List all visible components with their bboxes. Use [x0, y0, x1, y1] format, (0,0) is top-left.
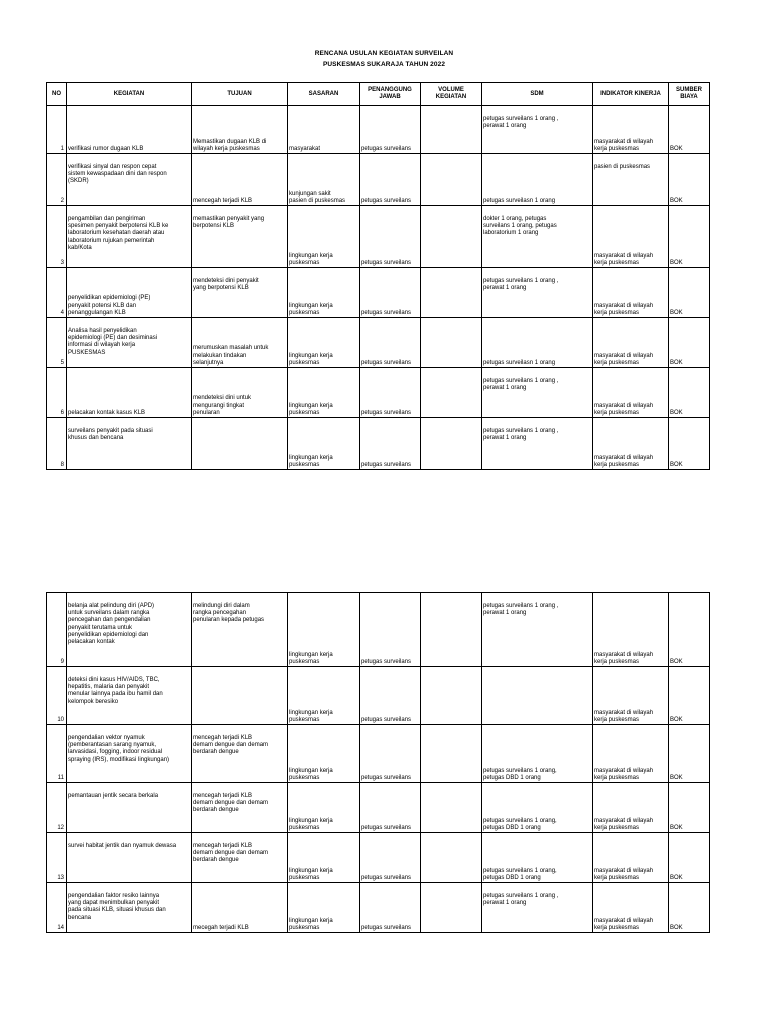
kegiatan-cell: penyelidikan epidemiologi (PE) penyakit potensi KLB dan penanggulangan KLB	[67, 268, 192, 318]
sasaran-cell: lingkungan kerja puskesmas	[288, 268, 360, 318]
sumber-biaya-cell: BOK	[669, 206, 710, 268]
sasaran-cell: masyarakat	[288, 106, 360, 154]
header-row	[47, 83, 710, 106]
table-row	[47, 318, 710, 368]
sumber-biaya-cell: BOK	[669, 725, 710, 783]
table-row	[47, 725, 710, 783]
volume-cell	[421, 318, 482, 368]
row-number: 9	[47, 593, 67, 667]
sdm-cell	[482, 667, 593, 725]
volume-cell	[421, 154, 482, 206]
header-volume-kegiatan: VOLUME KEGIATAN	[421, 83, 482, 106]
table-row	[47, 783, 710, 833]
row-number: 6	[47, 368, 67, 418]
row-number: 11	[47, 725, 67, 783]
penanggung-jawab-cell: petugas surveilans	[360, 667, 421, 725]
row-number: 1	[47, 106, 67, 154]
sumber-biaya-cell: BOK	[669, 368, 710, 418]
indikator-cell: masyarakat di wilayah kerja puskesmas	[593, 833, 669, 883]
sumber-biaya-cell: BOK	[669, 154, 710, 206]
header-penanggung-jawab: PENANGGUNG JAWAB	[360, 83, 421, 106]
indikator-cell: masyarakat di wilayah kerja puskesmas	[593, 667, 669, 725]
penanggung-jawab-cell: petugas surveilans	[360, 783, 421, 833]
header-kegiatan: KEGIATAN	[67, 83, 192, 106]
tujuan-cell	[192, 418, 288, 470]
indikator-cell: masyarakat di wilayah kerja puskesmas	[593, 418, 669, 470]
kegiatan-cell: pengendalian vektor nyamuk (pemberantasan sarang nyamuk, larvasidasi, fogging, indoor residual spraying (IRS), modifikasi lingkungan)	[67, 725, 192, 783]
table-row	[47, 667, 710, 725]
document-subtitle: PUSKESMAS SUKARAJA TAHUN 2022	[322, 61, 446, 68]
penanggung-jawab-cell: petugas surveilans	[360, 318, 421, 368]
sumber-biaya-cell: BOK	[669, 106, 710, 154]
sdm-cell: petugas surveilasn 1 orang	[482, 318, 593, 368]
table-row	[47, 883, 710, 933]
row-number: 12	[47, 783, 67, 833]
row-number: 8	[47, 418, 67, 470]
sumber-biaya-cell: BOK	[669, 883, 710, 933]
sasaran-cell: lingkungan kerja puskesmas	[288, 593, 360, 667]
sdm-cell: petugas surveilans 1 orang , perawat 1 orang	[482, 883, 593, 933]
volume-cell	[421, 206, 482, 268]
header-tujuan: TUJUAN	[192, 83, 288, 106]
sdm-cell: petugas surveilans 1 orang , perawat 1 orang	[482, 593, 593, 667]
kegiatan-cell: verifikasi rumor dugaan KLB	[67, 106, 192, 154]
sumber-biaya-cell: BOK	[669, 418, 710, 470]
row-number: 10	[47, 667, 67, 725]
penanggung-jawab-cell: petugas surveilans	[360, 883, 421, 933]
table-row	[47, 206, 710, 268]
sasaran-cell: lingkungan kerja puskesmas	[288, 206, 360, 268]
table-row	[47, 418, 710, 470]
volume-cell	[421, 106, 482, 154]
row-number: 14	[47, 883, 67, 933]
volume-cell	[421, 725, 482, 783]
row-number: 4	[47, 268, 67, 318]
activity-table-2	[46, 592, 710, 933]
indikator-cell: pasien di puskesmas	[593, 154, 669, 206]
volume-cell	[421, 667, 482, 725]
sumber-biaya-cell: BOK	[669, 268, 710, 318]
tujuan-cell: merumuskan masalah untuk melakukan tindakan selanjutnya	[192, 318, 288, 368]
penanggung-jawab-cell: petugas surveilans	[360, 106, 421, 154]
header-indikator-kinerja: INDIKATOR KINERJA	[593, 83, 669, 106]
tujuan-cell: mendeteksi dini untuk mengurangi tingkat penularan	[192, 368, 288, 418]
penanggung-jawab-cell: petugas surveilans	[360, 418, 421, 470]
sumber-biaya-cell: BOK	[669, 833, 710, 883]
volume-cell	[421, 883, 482, 933]
table-row	[47, 833, 710, 883]
indikator-cell: masyarakat di wilayah kerja puskesmas	[593, 106, 669, 154]
sasaran-cell: lingkungan kerja puskesmas	[288, 783, 360, 833]
sasaran-cell: lingkungan kerja puskesmas	[288, 368, 360, 418]
sasaran-cell: lingkungan kerja puskesmas	[288, 883, 360, 933]
row-number: 5	[47, 318, 67, 368]
sdm-cell: petugas surveilans 1 orang , perawat 1 orang	[482, 368, 593, 418]
indikator-cell: masyarakat di wilayah kerja puskesmas	[593, 318, 669, 368]
penanggung-jawab-cell: petugas surveilans	[360, 593, 421, 667]
indikator-cell: masyarakat di wilayah kerja puskesmas	[593, 725, 669, 783]
volume-cell	[421, 268, 482, 318]
volume-cell	[421, 593, 482, 667]
sasaran-cell: lingkungan kerja puskesmas	[288, 725, 360, 783]
tujuan-cell: Memastikan dugaan KLB di wilayah kerja puskesmas	[192, 106, 288, 154]
sdm-cell: dokter 1 orang, petugas surveilans 1 orang, petugas laboratorium 1 orang	[482, 206, 593, 268]
penanggung-jawab-cell: petugas surveilans	[360, 833, 421, 883]
sumber-biaya-cell: BOK	[669, 667, 710, 725]
sasaran-cell: lingkungan kerja puskesmas	[288, 667, 360, 725]
penanggung-jawab-cell: petugas surveilans	[360, 725, 421, 783]
activity-table-1	[46, 82, 710, 470]
penanggung-jawab-cell: petugas surveilans	[360, 206, 421, 268]
tujuan-cell: mencegah terjadi KLB demam dengue dan demam berdarah dengue	[192, 833, 288, 883]
tujuan-cell: mencegah terjadi KLB demam dengue dan demam berdarah dengue	[192, 725, 288, 783]
header-no: NO	[47, 83, 67, 106]
kegiatan-cell: verifikasi sinyal dan respon cepat sistem kewaspadaan dini dan respon (SKDR)	[67, 154, 192, 206]
indikator-cell: masyarakat di wilayah kerja puskesmas	[593, 883, 669, 933]
sdm-cell: petugas surveilans 1 orang, petugas DBD 1 orang	[482, 833, 593, 883]
tujuan-cell: melindungi diri dalam rangka pencegahan penularan kepada petugas	[192, 593, 288, 667]
indikator-cell: masyarakat di wilayah kerja puskesmas	[593, 268, 669, 318]
kegiatan-cell: belanja alat pelindung diri (APD) untuk surveilans dalam rangka pencegahan dan pengendalian penyakit terutama untuk penyelidikan epidemiologi dan pelacakan kontak	[67, 593, 192, 667]
volume-cell	[421, 783, 482, 833]
sasaran-cell: kunjungan sakit pasien di puskesmas	[288, 154, 360, 206]
header-sasaran: SASARAN	[288, 83, 360, 106]
kegiatan-cell: pengendalian faktor resiko lainnya yang dapat menimbulkan penyakit pada situasi KLB, situasi khusus dan bencana	[67, 883, 192, 933]
row-number: 13	[47, 833, 67, 883]
tujuan-cell: mendeteksi dini penyakit yang berpotensi KLB	[192, 268, 288, 318]
sdm-cell: petugas surveilans 1 orang , perawat 1 orang	[482, 106, 593, 154]
sdm-cell: petugas surveilasn 1 orang	[482, 154, 593, 206]
penanggung-jawab-cell: petugas surveilans	[360, 154, 421, 206]
table-row	[47, 106, 710, 154]
row-number: 2	[47, 154, 67, 206]
kegiatan-cell: pemantauan jentik secara berkala	[67, 783, 192, 833]
sasaran-cell: lingkungan kerja puskesmas	[288, 833, 360, 883]
kegiatan-cell: survei habitat jentik dan nyamuk dewasa	[67, 833, 192, 883]
sdm-cell: petugas surveilans 1 orang, petugas DBD 1 orang	[482, 725, 593, 783]
sumber-biaya-cell: BOK	[669, 593, 710, 667]
tujuan-cell: mencegah terjadi KLB demam dengue dan demam berdarah dengue	[192, 783, 288, 833]
header-sdm: SDM	[482, 83, 593, 106]
volume-cell	[421, 368, 482, 418]
kegiatan-cell: Analisa hasil penyelidikan epidemiologi (PE) dan desiminasi informasi di wilayah kerja PUSKESMAS	[67, 318, 192, 368]
tujuan-cell: mecegah terjadi KLB	[192, 883, 288, 933]
sdm-cell: petugas surveilans 1 orang, petugas DBD 1 orang	[482, 783, 593, 833]
sdm-cell: petugas surveilans 1 orang , perawat 1 orang	[482, 418, 593, 470]
table-row	[47, 154, 710, 206]
kegiatan-cell: deteksi dini kasus HIV/AIDS, TBC, hepatitis, malaria dan penyakit menular lainnya pada ibu hamil dan kelompok beresiko	[67, 667, 192, 725]
volume-cell	[421, 418, 482, 470]
header-sumber-biaya: SUMBER BIAYA	[669, 83, 710, 106]
sumber-biaya-cell: BOK	[669, 318, 710, 368]
penanggung-jawab-cell: petugas surveilans	[360, 368, 421, 418]
tujuan-cell: mencegah terjadi KLB	[192, 154, 288, 206]
table-row	[47, 593, 710, 667]
table-row	[47, 368, 710, 418]
indikator-cell: masyarakat di wilayah kerja puskesmas	[593, 368, 669, 418]
tujuan-cell	[192, 667, 288, 725]
tujuan-cell: memastikan penyakit yang berpotensi KLB	[192, 206, 288, 268]
indikator-cell: masyarakat di wilayah kerja puskesmas	[593, 593, 669, 667]
kegiatan-cell: pengambilan dan pengiriman spesimen penyakit berpotensi KLB ke laboratorium kesehatan daerah atau laboratorium rujukan pemerintah kab/Kota	[67, 206, 192, 268]
sumber-biaya-cell: BOK	[669, 783, 710, 833]
volume-cell	[421, 833, 482, 883]
kegiatan-cell: surveilans penyakit pada situasi khusus dan bencana	[67, 418, 192, 470]
indikator-cell: masyarakat di wilayah kerja puskesmas	[593, 206, 669, 268]
table-row	[47, 268, 710, 318]
document-title: RENCANA USULAN KEGIATAN SURVEILAN	[314, 50, 454, 57]
row-number: 3	[47, 206, 67, 268]
kegiatan-cell: pelacakan kontak kasus KLB	[67, 368, 192, 418]
penanggung-jawab-cell: petugas surveilans	[360, 268, 421, 318]
sdm-cell: petugas surveilans 1 orang , perawat 1 orang	[482, 268, 593, 318]
sasaran-cell: lingkungan kerja puskesmas	[288, 418, 360, 470]
indikator-cell: masyarakat di wilayah kerja puskesmas	[593, 783, 669, 833]
sasaran-cell: lingkungan kerja puskesmas	[288, 318, 360, 368]
